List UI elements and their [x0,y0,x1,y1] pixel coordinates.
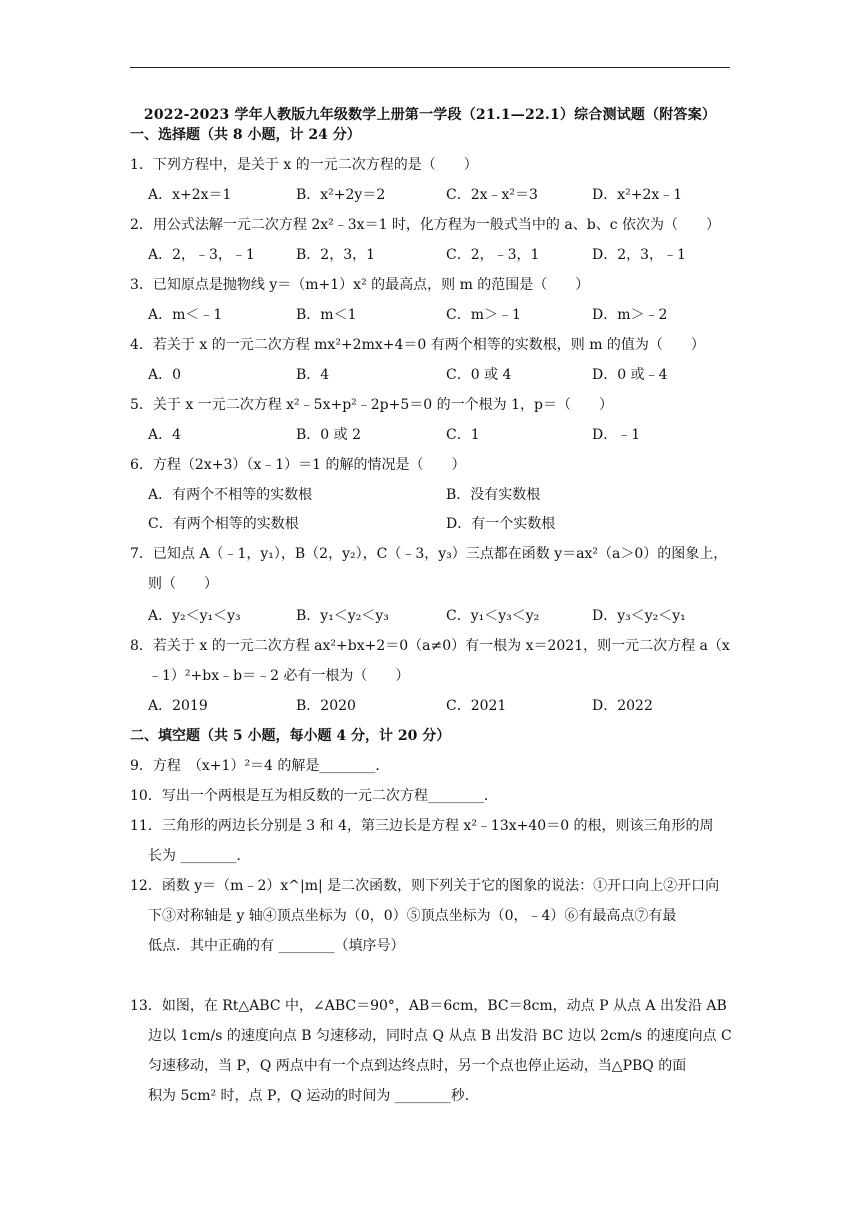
q1-option-d: D．x²+2x﹣1 [592,187,683,203]
question-12-line-3: 低点．其中正确的有 ________（填序号） [148,938,405,954]
q2-option-b: B．2，3，1 [296,247,376,263]
q6-option-b: B．没有实数根 [446,487,541,503]
question-3-stem: 3．已知原点是抛物线 y＝（m+1）x² 的最高点，则 m 的范围是（ ） [130,277,590,293]
q8-option-b: B．2020 [296,698,356,714]
q7-option-c: C．y₁＜y₃＜y₂ [446,608,540,624]
question-12-line-2: 下③对称轴是 y 轴④顶点坐标为（0，0）⑤顶点坐标为（0，﹣4）⑥有最高点⑦有最 [148,908,677,924]
question-13-line-1: 13．如图，在 Rt△ABC 中，∠ABC＝90°，AB＝6cm，BC＝8cm，动点 P 从点 A 出发沿 AB [130,998,727,1014]
section-choice-heading: 一、选择题（共 8 小题，计 24 分） [130,127,361,143]
q2-option-d: D．2，3，﹣1 [592,247,686,263]
q5-option-a: A．4 [148,427,182,443]
q8-option-d: D．2022 [592,698,653,714]
q3-option-d: D．m＞﹣2 [592,307,668,323]
question-13-line-3: 匀速移动，当 P，Q 两点中有一个点到达终点时，另一个点也停止运动，当△PBQ 的面 [148,1058,687,1074]
question-11-line-2: 长为 ________． [148,848,251,864]
question-6-stem: 6．方程（2x+3）（x﹣1）＝1 的解的情况是（ ） [130,457,466,473]
exam-title: 2022-2023 学年人教版九年级数学上册第一学段（21.1—22.1）综合测试题（附答案） [143,107,717,123]
q7-option-d: D．y₃＜y₂＜y₁ [592,608,686,624]
q2-option-c: C．2，﹣3，1 [446,247,540,263]
q8-option-c: C．2021 [446,698,507,714]
q4-option-b: B．4 [296,367,330,383]
question-5-stem: 5．关于 x 一元二次方程 x²﹣5x+p²﹣2p+5＝0 的一个根为 1，p＝（ ） [130,397,613,413]
question-12-line-1: 12．函数 y＝（m﹣2）x^|m| 是二次函数，则下列关于它的图象的说法：①开口向上②开口向 [130,878,720,894]
header-rule [130,67,730,68]
q8-option-a: A．2019 [148,698,208,714]
question-10: 10．写出一个两根是互为相反数的一元二次方程________． [130,788,498,804]
q7-option-a: A．y₂＜y₁＜y₃ [148,608,241,624]
q6-option-c: C．有两个相等的实数根 [148,516,299,532]
q6-option-a: A．有两个不相等的实数根 [148,487,313,503]
question-13-line-2: 边以 1cm/s 的速度向点 B 匀速移动，同时点 Q 从点 B 出发沿 BC 边以 2cm/s 的速度向点 C [148,1028,732,1044]
question-4-stem: 4．若关于 x 的一元二次方程 mx²+2mx+4＝0 有两个相等的实数根，则 m 的值为（ ） [130,337,705,353]
question-13-line-4: 积为 5cm² 时，点 P，Q 运动的时间为 ________秒． [148,1088,479,1104]
q7-option-b: B．y₁＜y₂＜y₃ [296,608,389,624]
q2-option-a: A．2，﹣3，﹣1 [148,247,255,263]
q5-option-c: C．1 [446,427,480,443]
question-8-stem-cont: ﹣1）²+bx﹣b＝﹣2 必有一根为（ ） [148,668,410,684]
q3-option-b: B．m＜1 [296,307,357,323]
q1-option-c: C．2x﹣x²＝3 [446,187,538,203]
question-9: 9．方程 （x+1）²＝4 的解是________． [130,758,390,774]
q1-option-b: B．x²+2y＝2 [296,187,386,203]
question-1-stem: 1．下列方程中，是关于 x 的一元二次方程的是（ ） [130,157,478,173]
question-7-stem: 7．已知点 A（﹣1，y₁），B（2，y₂），C（﹣3，y₃）三点都在函数 y＝ax²（a＞0）的图象上， [130,546,728,562]
q4-option-d: D．0 或﹣4 [592,367,668,383]
q5-option-b: B．0 或 2 [296,427,362,443]
q3-option-c: C．m＞﹣1 [446,307,521,323]
q4-option-a: A．0 [148,367,182,383]
section-fill-heading: 二、填空题（共 5 小题，每小题 4 分，计 20 分） [130,728,451,744]
q5-option-d: D．﹣1 [592,427,641,443]
q3-option-a: A．m＜﹣1 [148,307,223,323]
question-8-stem: 8．若关于 x 的一元二次方程 ax²+bx+2＝0（a≠0）有一根为 x＝2021，则一元二次方程 a（x [130,638,730,654]
q6-option-d: D．有一个实数根 [446,516,556,532]
q1-option-a: A．x+2x＝1 [148,187,232,203]
question-11-line-1: 11．三角形的两边长分别是 3 和 4，第三边长是方程 x²﹣13x+40＝0 的根，则该三角形的周 [130,818,714,834]
q4-option-c: C．0 或 4 [446,367,512,383]
question-7-stem-cont: 则（ ） [148,576,218,592]
question-2-stem: 2．用公式法解一元二次方程 2x²﹣3x＝1 时，化方程为一般式当中的 a、b、c 依次为（ ） [130,217,720,233]
